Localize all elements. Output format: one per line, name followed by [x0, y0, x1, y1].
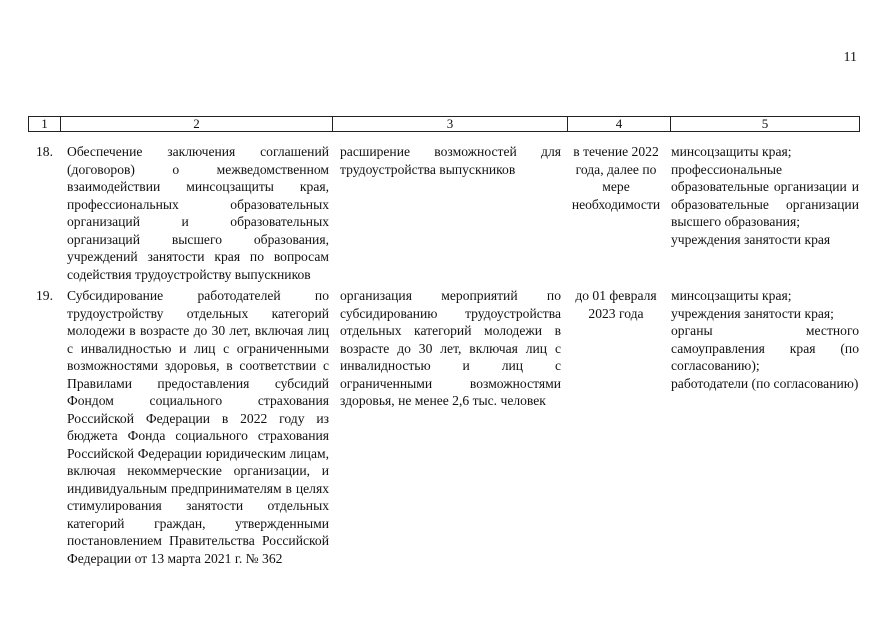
result-text: организация мероприятий по субсидированию трудоустройства отдельных категорий молодежи в возрасте до 30 лет, включая лиц с инвалидностью и лиц с ограниченными возможностями здоровья, не менее 2,6 тыс. человек	[340, 288, 561, 408]
executors-cell	[671, 143, 859, 248]
header-col-2: 2	[60, 117, 332, 131]
executor-item: минсоцзащиты края;	[671, 288, 792, 303]
table-header-row	[28, 116, 860, 132]
executor-item: учреждения занятости края	[671, 231, 831, 247]
measure-text: Обеспечение заключения соглашений (договоров) о межведомственном взаимодействии минсоцзащиты края, профессиональных образовательных организаций и образовательных организаций высшего образования, учреждений занятости края по вопросам содействия трудоустройству выпускников	[67, 144, 329, 282]
result-text: расширение возможностей для трудоустройства выпускников	[340, 144, 561, 177]
executor-item: минсоцзащиты края;	[671, 144, 792, 159]
executor-item: учреждения занятости края;	[671, 305, 834, 321]
header-col-3: 3	[332, 117, 567, 131]
executors-cell	[671, 287, 859, 392]
executor-item: профессиональные образовательные организации и образовательные организации высшего образования;	[671, 161, 859, 229]
executor-item: работодатели (по согласованию)	[671, 375, 859, 391]
deadline-text: в течение 2022 года, далее по мере необходимости	[571, 144, 661, 212]
header-col-5: 5	[670, 117, 859, 131]
header-col-1: 1	[41, 116, 48, 131]
deadline-text: до 01 февраля 2023 года	[575, 288, 657, 321]
page-number: 11	[843, 50, 857, 65]
measure-text: Субсидирование работодателей по трудоустройству отдельных категорий молодежи в возрасте до 30 лет, включая лиц с инвалидностью и лиц с ограниченными возможностями здоровья, в соответствии с Правилами предоставления субсидий Фондом социального страхования Российской Федерации в 2022 году из бюджета Фонда социального страхования Российской Федерации юридическим лицам, включая некоммерческие организации, и индивидуальным предпринимателям в целях стимулирования занятости отдельных категорий граждан, утвержденными постановлением Правительства Российской Федерации от 13 марта 2021 г. № 362	[67, 288, 329, 566]
header-col-4: 4	[567, 117, 670, 131]
executor-item: органы местного самоуправления края (по согласованию);	[671, 323, 859, 373]
row-number: 18.	[36, 144, 53, 159]
row-number: 19.	[36, 288, 53, 303]
